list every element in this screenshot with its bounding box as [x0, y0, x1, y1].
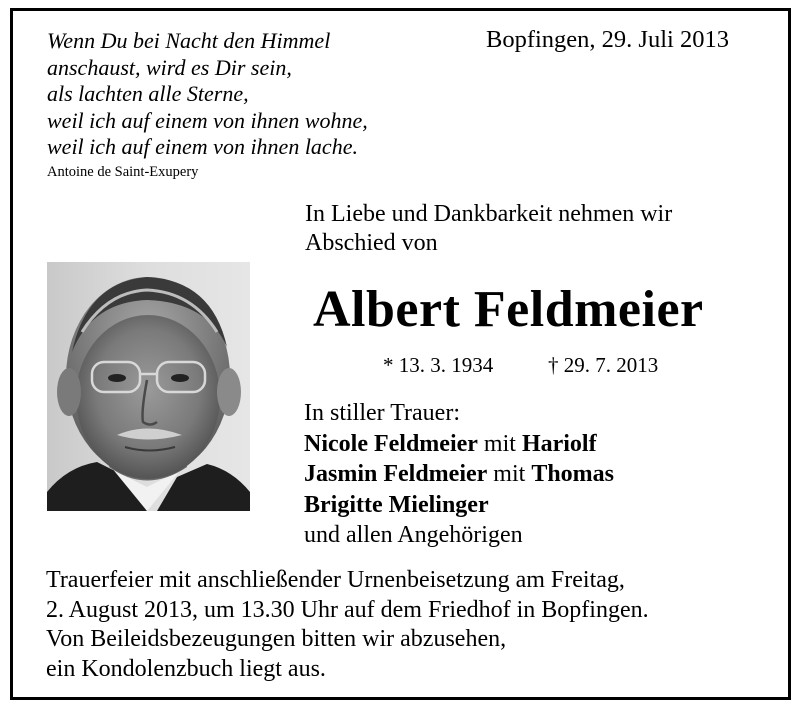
deceased-name: Albert Feldmeier: [313, 281, 704, 338]
quote-line: weil ich auf einem von ihnen lache.: [47, 134, 358, 159]
mourner-name: Nicole Feldmeier: [304, 430, 478, 457]
place-date: Bopfingen, 29. Juli 2013: [486, 26, 729, 53]
intro-line: In Liebe und Dankbarkeit nehmen wir: [305, 201, 673, 227]
quote-line: als lachten alle Sterne,: [47, 81, 249, 106]
mourner-line: [304, 459, 614, 490]
mourner-partner: Thomas: [531, 461, 614, 487]
mourner-name: Jasmin Feldmeier: [304, 461, 488, 487]
quote-line: weil ich auf einem von ihnen wohne,: [47, 107, 368, 133]
ceremony-line: Trauerfeier mit anschließender Urnenbeisetzung am Freitag,: [46, 567, 625, 593]
ceremony-line: ein Kondolenzbuch liegt aus.: [46, 655, 326, 682]
quote-line: Wenn Du bei Nacht den Himmel: [47, 28, 331, 53]
mourner-partner: Hariolf: [521, 430, 597, 457]
intro-line: Abschied von: [305, 230, 438, 256]
death-date: † 29. 7. 2013: [548, 353, 659, 377]
mourner-name: Brigitte Mielinger: [304, 491, 489, 518]
ceremony-text: [46, 566, 649, 684]
portrait-photo: [47, 262, 250, 511]
ceremony-line: Von Beileidsbezeugungen bitten wir abzusehen,: [46, 626, 507, 652]
ceremony-line: 2. August 2013, um 13.30 Uhr auf dem Friedhof in Bopfingen.: [46, 596, 649, 623]
mourner-line: [304, 490, 614, 521]
mourners-heading: In stiller Trauer:: [304, 400, 460, 426]
mourner-line: [304, 429, 614, 460]
quote-line: anschaust, wird es Dir sein,: [47, 54, 292, 80]
quote-author: Antoine de Saint-Exupery: [47, 164, 199, 180]
mourner-connector: mit: [483, 430, 516, 457]
intro-text: [305, 200, 672, 258]
birth-date: * 13. 3. 1934: [383, 353, 494, 377]
mourners-block: [304, 398, 614, 551]
mourners-closing: und allen Angehörigen: [304, 522, 523, 548]
mourner-connector: mit: [493, 461, 526, 487]
